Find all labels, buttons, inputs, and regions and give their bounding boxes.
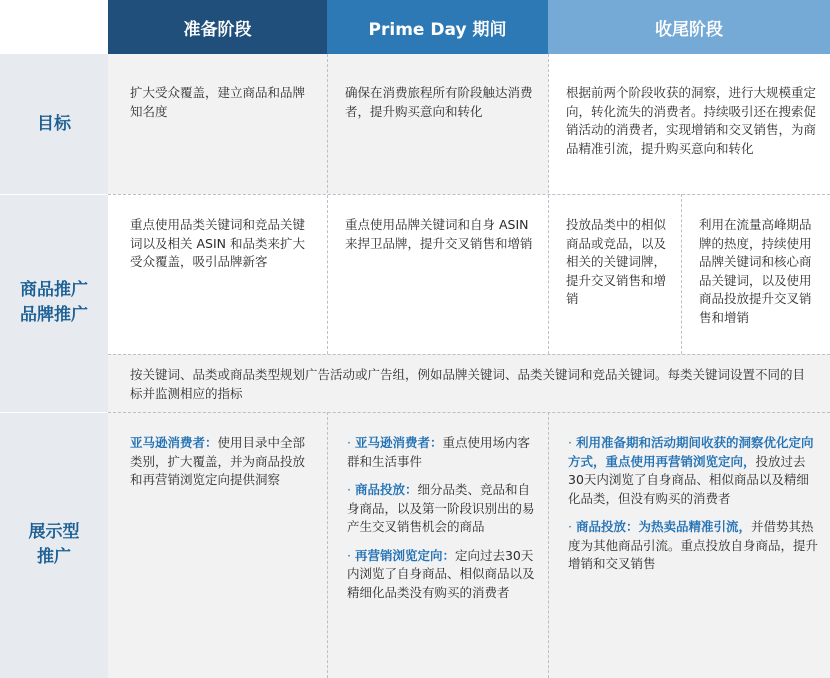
goal-after-cell: [548, 54, 830, 194]
col-header-prep: 准备阶段: [108, 0, 327, 54]
display-during-item-text: 重点使用场内客群和生活事件: [347, 435, 530, 469]
row-label-goal-text: 目标: [37, 113, 71, 134]
sponsored-after-a-cell: [548, 194, 681, 354]
divider: [108, 194, 830, 195]
row-label-sponsored-line1: 商品推广: [20, 280, 88, 300]
display-prep-title: 亚马逊消费者：: [130, 435, 218, 450]
display-after-item-text: 投放过去30天内浏览了自身商品、相似商品以及精细化品类，但没有购买的消费者: [568, 453, 809, 506]
display-after-item-title: 商品投放：为热卖品精准引流，: [575, 519, 751, 534]
sponsored-note-text: 按关键词、品类或商品类型规划广告活动或广告组，例如品牌关键词、品类关键词和竞品关键词。每类关键词设置不同的目标并监测相应的指标: [130, 367, 806, 401]
display-after-item: [560, 518, 818, 574]
display-prep-paragraph: [130, 434, 315, 490]
display-during-item: [339, 434, 538, 471]
display-after-item: [560, 434, 818, 508]
display-during-item-text: 定向过去30天内浏览了自身商品、相似商品以及精细化品类没有购买的消费者: [347, 547, 535, 600]
sponsored-prep-text: 重点使用品类关键词和竞品关键词以及相关 ASIN 和品类来扩大受众覆盖，吸引品牌新客: [130, 217, 306, 269]
sponsored-after-b-text: 利用在流量高峰期品牌的热度，持续使用品牌关键词和核心商品关键词，以及使用商品投放提升交叉销售和增销: [699, 217, 812, 325]
goal-after-text: 根据前两个阶段收获的洞察，进行大规模重定向，转化流失的消费者。持续吸引还在搜索促销活动的消费者，实现增销和交叉销售，为商品精准引流，提升购买意向和转化: [566, 85, 817, 156]
divider: [0, 194, 108, 195]
divider: [0, 412, 108, 413]
sponsored-during-text: 重点使用品牌关键词和自身 ASIN 来捍卫品牌，提升交叉销售和增销: [345, 217, 533, 251]
col-header-after: 收尾阶段: [548, 0, 830, 54]
col-header-during: Prime Day 期间: [327, 0, 548, 54]
divider: [108, 412, 830, 413]
row-label-sponsored-line2: 品牌推广: [20, 305, 88, 325]
row-label-display: [0, 412, 108, 678]
divider: [548, 412, 549, 678]
display-after-item-title: 利用准备期和活动期间收获的洞察优化定向方式，重点使用再营销浏览定向，: [568, 435, 814, 469]
display-during-item: [339, 547, 538, 603]
display-after-item-text: 并借势其热度为其他商品引流。重点投放自身商品，提升增销和交叉销售: [568, 519, 819, 571]
row-label-sponsored: [0, 194, 108, 412]
display-prep-text: 使用目录中全部类别，扩大覆盖，并为商品投放和再营销浏览定向提供洞察: [130, 435, 306, 487]
sponsored-note-cell: [108, 354, 830, 412]
display-during-item-title: 再营销浏览定向：: [354, 547, 455, 563]
display-prep-cell: [108, 412, 327, 678]
bullet-dot: ·: [347, 547, 351, 563]
sponsored-during-cell: [327, 194, 548, 354]
bullet-dot: ·: [347, 482, 351, 497]
display-during-item-title: 商品投放：: [354, 482, 418, 497]
bullet-dot: ·: [568, 435, 572, 450]
divider: [548, 54, 549, 354]
divider: [681, 194, 682, 354]
display-during-item-text: 细分品类、竞品和自身商品，以及第一阶段识别出的易产生交叉销售机会的商品: [347, 482, 535, 534]
row-label-display-line1: 展示型: [28, 522, 80, 542]
bullet-dot: ·: [568, 519, 572, 534]
row-label-goal: [0, 54, 108, 194]
display-during-item-title: 亚马逊消费者：: [354, 435, 443, 450]
row-label-display-line2: 推广: [37, 547, 71, 567]
goal-prep-text: 扩大受众覆盖，建立商品和品牌知名度: [130, 85, 306, 119]
display-during-cell: [327, 412, 548, 678]
display-during-item: [339, 481, 538, 537]
divider: [108, 354, 830, 355]
goal-prep-cell: [108, 54, 327, 194]
sponsored-after-b-cell: [681, 194, 830, 354]
bullet-dot: ·: [347, 435, 351, 450]
display-after-cell: [548, 412, 830, 678]
goal-during-text: 确保在消费旅程所有阶段触达消费者，提升购买意向和转化: [345, 85, 533, 119]
goal-during-cell: [327, 54, 548, 194]
divider: [327, 412, 328, 678]
sponsored-after-a-text: 投放品类中的相似商品或竞品，以及相关的关键词牌，提升交叉销售和增销: [566, 217, 667, 306]
sponsored-prep-cell: [108, 194, 327, 354]
divider: [327, 54, 328, 354]
